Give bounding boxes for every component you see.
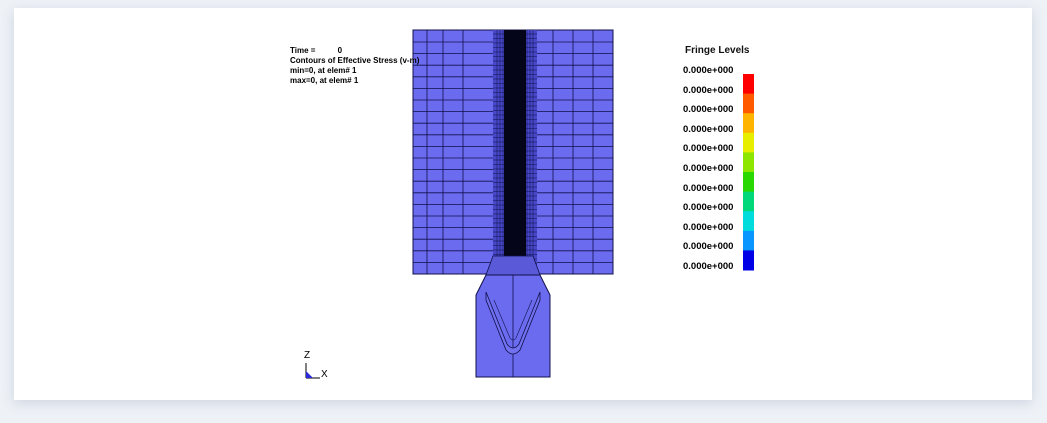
- fringe-level-label: 0.000e+000: [683, 241, 734, 253]
- x-axis-label: X: [321, 369, 328, 380]
- mesh-transition-neck: [486, 256, 540, 275]
- fringe-level-label: 0.000e+000: [683, 162, 734, 174]
- fringe-level-label: 0.000e+000: [683, 202, 734, 214]
- fringe-color-segment: [743, 133, 754, 153]
- min-value-line: min=0, at elem# 1: [290, 66, 357, 75]
- plot-info-block: [290, 46, 419, 86]
- fringe-levels-title: Fringe Levels: [685, 45, 750, 56]
- fringe-color-segment: [743, 192, 754, 212]
- fringe-color-segment: [743, 231, 754, 251]
- fringe-color-segment: [743, 211, 754, 231]
- fringe-color-segment: [743, 172, 754, 192]
- fringe-color-segment: [743, 113, 754, 133]
- fringe-color-segment: [743, 152, 754, 172]
- time-value: 0: [337, 46, 343, 55]
- fringe-level-label: 0.000e+000: [683, 65, 734, 76]
- fringe-color-segment: [743, 74, 754, 94]
- fringe-level-labels: [683, 66, 733, 282]
- fringe-level-label: 0.000e+000: [683, 260, 734, 272]
- contours-title: Contours of Effective Stress (v-m): [290, 56, 420, 65]
- fringe-color-bar: [743, 74, 754, 271]
- fringe-level-label: 0.000e+000: [683, 221, 734, 233]
- fringe-level-label: 0.000e+000: [683, 104, 734, 116]
- max-value-line: max=0, at elem# 1: [290, 76, 359, 85]
- fringe-level-label: 0.000e+000: [683, 84, 734, 96]
- fringe-color-segment: [743, 250, 754, 270]
- axis-triad-marker: [306, 371, 313, 378]
- time-label: Time =: [290, 46, 316, 55]
- fringe-level-label: 0.000e+000: [683, 123, 734, 135]
- z-axis-label: Z: [304, 350, 311, 361]
- fringe-color-segment: [743, 94, 754, 114]
- fringe-level-label: 0.000e+000: [683, 182, 734, 194]
- core-dense-mesh: [504, 30, 526, 274]
- fringe-level-label: 0.000e+000: [683, 143, 734, 155]
